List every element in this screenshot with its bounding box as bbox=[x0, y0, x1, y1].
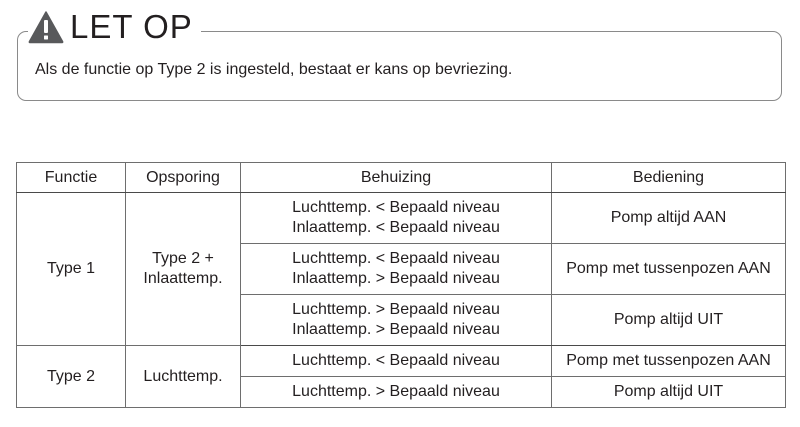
table-row bbox=[17, 193, 786, 244]
behuizing-cell bbox=[241, 193, 552, 244]
table-header-row bbox=[17, 163, 786, 193]
header-opsporing: Opsporing bbox=[126, 163, 241, 193]
caution-title: LET OP bbox=[70, 8, 193, 45]
behuizing-cell: Luchttemp. > Bepaald niveau bbox=[241, 377, 552, 408]
type2-functie-cell: Type 2 bbox=[17, 346, 126, 408]
bediening-cell: Pomp altijd AAN bbox=[552, 193, 786, 244]
bediening-cell: Pomp altijd UIT bbox=[552, 295, 786, 346]
behuizing-cell: Luchttemp. < Bepaald niveau bbox=[241, 346, 552, 377]
type1-opsporing-line1: Type 2 + bbox=[152, 250, 214, 267]
behuizing-line1: Luchttemp. < Bepaald niveau bbox=[292, 250, 500, 267]
type1-functie-cell: Type 1 bbox=[17, 193, 126, 346]
bediening-cell: Pomp altijd UIT bbox=[552, 377, 786, 408]
behuizing-line1: Luchttemp. > Bepaald niveau bbox=[292, 301, 500, 318]
header-behuizing: Behuizing bbox=[241, 163, 552, 193]
behuizing-cell bbox=[241, 244, 552, 295]
header-bediening: Bediening bbox=[552, 163, 786, 193]
caution-header bbox=[28, 8, 201, 46]
bediening-cell: Pomp met tussenpozen AAN bbox=[552, 244, 786, 295]
behuizing-line1: Luchttemp. < Bepaald niveau bbox=[292, 199, 500, 216]
header-functie: Functie bbox=[17, 163, 126, 193]
warning-triangle-icon bbox=[28, 10, 64, 44]
behuizing-cell bbox=[241, 295, 552, 346]
function-table bbox=[16, 162, 786, 408]
behuizing-line2: Inlaattemp. < Bepaald niveau bbox=[292, 219, 500, 236]
table-row bbox=[17, 346, 786, 377]
caution-text: Als de functie op Type 2 is ingesteld, bestaat er kans op bevriezing. bbox=[35, 61, 513, 78]
bediening-cell: Pomp met tussenpozen AAN bbox=[552, 346, 786, 377]
type1-opsporing-line2: Inlaattemp. bbox=[143, 270, 223, 287]
behuizing-line2: Inlaattemp. > Bepaald niveau bbox=[292, 321, 500, 338]
type1-opsporing-cell bbox=[126, 193, 241, 346]
behuizing-line2: Inlaattemp. > Bepaald niveau bbox=[292, 270, 500, 287]
type2-opsporing-cell: Luchttemp. bbox=[126, 346, 241, 408]
